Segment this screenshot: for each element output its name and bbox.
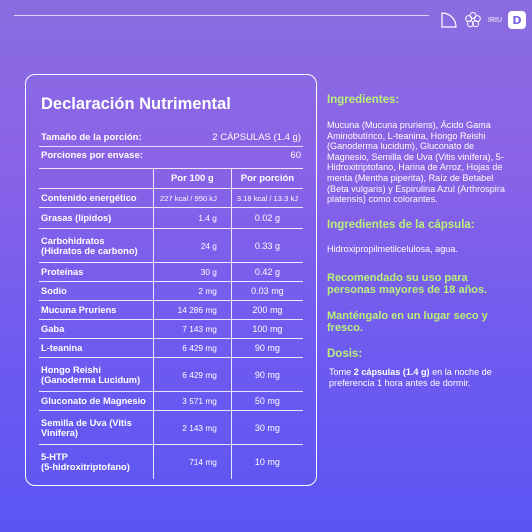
nutrient-portion: 200 mg	[231, 301, 303, 320]
table-row	[39, 229, 303, 263]
brand-logo: D	[508, 11, 526, 29]
table-header-row	[39, 169, 303, 189]
serving-size-value: 2 CÁPSULAS (1.4 g)	[212, 132, 301, 143]
panel-title: Declaración Nutrimental	[41, 95, 231, 113]
ingredients-section	[327, 94, 517, 205]
dosis-text-pre: Tome	[329, 367, 354, 378]
table-row	[39, 445, 303, 479]
table-row	[39, 392, 303, 411]
nutrition-panel	[25, 74, 317, 486]
nutrient-portion: 0.02 g	[231, 208, 303, 229]
nutrient-name: Gaba	[39, 320, 153, 339]
table-row	[39, 339, 303, 358]
serving-size-row	[39, 132, 303, 147]
info-column	[327, 94, 517, 389]
nutrient-name: Proteínas	[39, 263, 153, 282]
nutrient-per100: 6 429 mg	[153, 339, 231, 358]
nutrient-name: Mucuna Pruriens	[39, 301, 153, 320]
header-per100: Por 100 g	[153, 169, 231, 189]
nutrient-name: Carbohidratos (Hidratos de carbono)	[39, 229, 153, 263]
nutrient-per100: 3 571 mg	[153, 392, 231, 411]
nutrient-portion: 0.03 mg	[231, 282, 303, 301]
nutrient-name: 5-HTP (5-hidroxitriptofano)	[39, 445, 153, 479]
brand-small-text: IRIU	[488, 16, 502, 24]
ingredients-title: Ingredientes:	[327, 94, 400, 106]
top-divider	[14, 15, 429, 16]
capsule-text: Hidroxipropilmetilcelulosa, agua.	[327, 243, 458, 254]
nutrient-portion: 100 mg	[231, 320, 303, 339]
nutrition-table	[39, 168, 303, 479]
servings-row	[39, 147, 303, 161]
nutrient-portion: 30 mg	[231, 411, 303, 445]
dosis-text-post: en la noche de preferencia 1 hora antes de dormir.	[329, 367, 492, 388]
nutrient-per100: 714 mg	[153, 445, 231, 479]
nutrient-name: L-teanina	[39, 339, 153, 358]
nutrient-per100: 30 g	[153, 263, 231, 282]
nutrient-name: Sodio	[39, 282, 153, 301]
quarter-shape-icon	[440, 11, 458, 29]
recommended-note: Recomendado su uso para personas mayores de 18 años.	[327, 272, 488, 297]
nutrient-per100: 2 mg	[153, 282, 231, 301]
nutrient-portion: 90 mg	[231, 358, 303, 392]
flower-icon	[464, 11, 482, 29]
nutrient-portion: 0.33 g	[231, 229, 303, 263]
table-row	[39, 189, 303, 208]
servings-value: 60	[290, 150, 301, 161]
table-row	[39, 263, 303, 282]
nutrient-per100: 6 429 mg	[153, 358, 231, 392]
nutrient-portion: 10 mg	[231, 445, 303, 479]
table-row	[39, 301, 303, 320]
dosis-title: Dosis:	[327, 348, 363, 361]
table-row	[39, 411, 303, 445]
servings-label: Porciones por envase:	[41, 150, 143, 161]
header-icons	[440, 11, 526, 29]
nutrient-portion: 90 mg	[231, 339, 303, 358]
table-row	[39, 282, 303, 301]
nutrient-portion: 50 mg	[231, 392, 303, 411]
nutrient-per100: 24 g	[153, 229, 231, 263]
capsule-section	[327, 219, 517, 255]
serving-size-label: Tamaño de la porción:	[41, 132, 142, 143]
nutrient-portion: 3.18 kcal / 13.3 kJ	[231, 189, 303, 208]
nutrient-name: Semilla de Uva (Vitis Vinífera)	[39, 411, 153, 445]
nutrient-per100: 2 143 mg	[153, 411, 231, 445]
nutrient-name: Contenido energético	[39, 189, 153, 208]
ingredients-text: Mucuna (Mucuna pruriens), Ácido Gama Aminobutírico, L-teanina, Hongo Reishi (Ganoderma lucidum), Gluconato de Magnesio, Semilla de Uva (Vitis vinífera), 5-Hidroxitriptofano, Harina de Arroz, Hojas de menta (Mentha piperita), Raíz de Betabel (Beta vulgaris) y Espirulina Azul (Arthrospira platensis) como colorantes.	[327, 120, 505, 205]
header-empty	[39, 169, 153, 189]
nutrient-per100: 227 kcal / 950 kJ	[153, 189, 231, 208]
dosis-text-bold: 2 cápsulas (1.4 g)	[353, 367, 430, 378]
dosis-text	[327, 367, 517, 388]
table-row	[39, 320, 303, 339]
dosis-section	[327, 348, 517, 388]
nutrient-per100: 1.4 g	[153, 208, 231, 229]
table-row	[39, 358, 303, 392]
storage-note: Manténgalo en un lugar seco y fresco.	[327, 310, 488, 335]
capsule-title: Ingredientes de la cápsula:	[327, 218, 475, 231]
nutrient-per100: 7 143 mg	[153, 320, 231, 339]
nutrient-name: Gluconato de Magnesio	[39, 392, 153, 411]
nutrient-per100: 14 286 mg	[153, 301, 231, 320]
nutrient-name: Hongo Reishi (Ganoderma Lucidum)	[39, 358, 153, 392]
table-body	[39, 189, 303, 479]
nutrient-name: Grasas (lípidos)	[39, 208, 153, 229]
header-perportion: Por porción	[231, 169, 303, 189]
nutrient-portion: 0.42 g	[231, 263, 303, 282]
table-row	[39, 208, 303, 229]
